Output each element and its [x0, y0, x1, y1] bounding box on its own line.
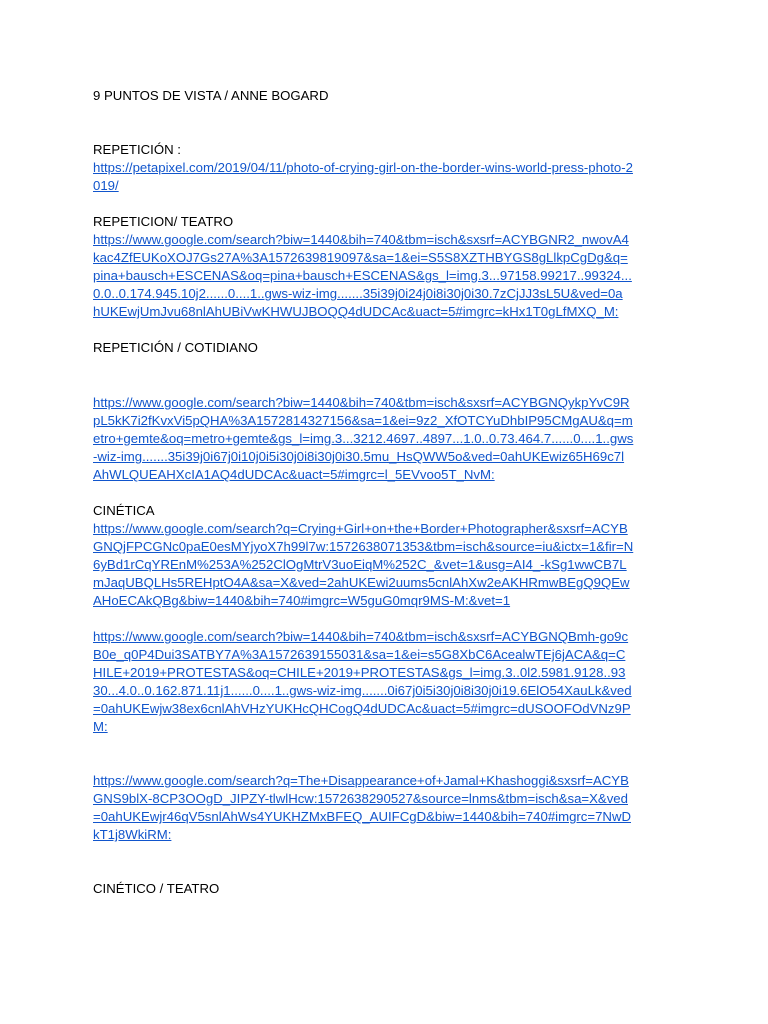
- document-page: [93, 87, 677, 898]
- link-line: =0ahUKEwjr46qV5snlAhWs4YUKHZMxBFEQ_AUIFCgD&biw=1440&bih=740#imgrc=7NwD: [93, 809, 631, 824]
- link-line: pL5kK7i2fKvxVi5pQHA%3A1572814327156&sa=1&ei=9z2_XfOTCYuDhbIP95CMgAU&q=m: [93, 413, 633, 428]
- link-line: M:: [93, 719, 108, 734]
- spacer: [93, 610, 677, 628]
- link-google-khashoggi[interactable]: [93, 772, 677, 844]
- spacer: [93, 195, 677, 213]
- link-line: mJaqUBQLHs5REHptO4A&sa=X&ved=2ahUKEwi2uums5cnlAhXw2eAKHRmwBEgQ9QEw: [93, 575, 630, 590]
- link-line: https://www.google.com/search?biw=1440&bih=740&tbm=isch&sxsrf=ACYBGNQykpYvC9R: [93, 395, 630, 410]
- section-heading-repeticion-cotidiano: REPETICIÓN / COTIDIANO: [93, 340, 258, 355]
- spacer: [93, 357, 677, 394]
- link-line: =0ahUKEwjw38ex6cnlAhVHzYUKHcQHCogQ4dUDCAc&uact=5#imgrc=dUSOOFOdVNz9P: [93, 701, 631, 716]
- link-line: 30...4.0..0.162.871.11j1......0....1..gws-wiz-img.......0i67j0i5i30j0i8i30j0i19.6ElO54XauLk&ved: [93, 683, 632, 698]
- link-google-pina-bausch[interactable]: [93, 231, 677, 321]
- link-line: 019/: [93, 178, 119, 193]
- link-line: https://www.google.com/search?q=Crying+Girl+on+the+Border+Photographer&sxsrf=ACYB: [93, 521, 628, 536]
- link-line: AHoECAkQBg&biw=1440&bih=740#imgrc=W5guG0mqr9MS-M:&vet=1: [93, 593, 511, 608]
- link-line: 6yBd1rCqYREnM%253A%252ClOgMtrV3uoEiqM%252C_&vet=1&usg=AI4_-kSg1wwCB7L: [93, 557, 627, 572]
- link-line: https://petapixel.com/2019/04/11/photo-of-crying-girl-on-the-border-wins-world-press-photo-2: [93, 160, 633, 175]
- link-line: -wiz-img.......35i39j0i67j0i10j0i5i30j0i8i30j0i30.5mu_HsQWW5o&ved=0ahUKEwiz65H69c7l: [93, 449, 625, 464]
- link-line: B0e_q0P4Dui3SATBY7A%3A1572639155031&sa=1&ei=s5G8XbC6AcealwTEj6jACA&q=C: [93, 647, 626, 662]
- link-line: GNS9blX-8CP3OOgD_JIPZY-tlwlHcw:1572638290527&source=lnms&tbm=isch&sa=X&ved: [93, 791, 628, 806]
- link-google-crying-girl[interactable]: [93, 520, 677, 610]
- link-line: pina+bausch+ESCENAS&oq=pina+bausch+ESCENAS&gs_l=img.3...97158.99217..99324...: [93, 268, 632, 283]
- spacer: [93, 484, 677, 502]
- link-line: https://www.google.com/search?q=The+Disappearance+of+Jamal+Khashoggi&sxsrf=ACYB: [93, 773, 629, 788]
- link-petapixel[interactable]: [93, 159, 677, 195]
- link-google-metro[interactable]: [93, 394, 677, 484]
- section-heading-repeticion: REPETICIÓN :: [93, 142, 181, 157]
- link-line: kac4ZfEUKoXOJ7Gs27A%3A1572639819097&sa=1&ei=S5S8XZTHBYGS8gLlkpCgDg&q=: [93, 250, 628, 265]
- link-line: GNQjFPCGNc0paE0esMYjyoX7h99l7w:1572638071353&tbm=isch&source=iu&ictx=1&fir=N: [93, 539, 634, 554]
- spacer: [93, 321, 677, 339]
- section-heading-cinetica: CINÉTICA: [93, 503, 155, 518]
- spacer: [93, 736, 677, 772]
- spacer: [93, 105, 677, 141]
- section-heading-cinetico-teatro: CINÉTICO / TEATRO: [93, 881, 220, 896]
- link-line: AhWLQUEAHXcIA1AQ4dUDCAc&uact=5#imgrc=l_5EVvoo5T_NvM:: [93, 467, 495, 482]
- link-line: 0.0..0.174.945.10j2......0....1..gws-wiz-img.......35i39j0i24j0i8i30j0i30.7zCjJJ3sL5U&ved=0a: [93, 286, 623, 301]
- link-line: https://www.google.com/search?biw=1440&bih=740&tbm=isch&sxsrf=ACYBGNR2_nwovA4: [93, 232, 629, 247]
- link-line: hUKEwjUmJvu68nlAhUBiVwKHWUJBOQQ4dUDCAc&uact=5#imgrc=kHx1T0gLfMXQ_M:: [93, 304, 619, 319]
- spacer: [93, 844, 677, 880]
- section-heading-repeticion-teatro: REPETICION/ TEATRO: [93, 214, 234, 229]
- link-line: etro+gemte&oq=metro+gemte&gs_l=img.3...3212.4697..4897...1.0..0.73.464.7......0....1..gws: [93, 431, 634, 446]
- link-line: https://www.google.com/search?biw=1440&bih=740&tbm=isch&sxsrf=ACYBGNQBmh-go9c: [93, 629, 629, 644]
- document-title: 9 PUNTOS DE VISTA / ANNE BOGARD: [93, 88, 329, 103]
- link-line: kT1j8WkiRM:: [93, 827, 172, 842]
- link-line: HILE+2019+PROTESTAS&oq=CHILE+2019+PROTESTAS&gs_l=img.3..0l2.5981.9128..93: [93, 665, 626, 680]
- link-google-chile-protestas[interactable]: [93, 628, 677, 736]
